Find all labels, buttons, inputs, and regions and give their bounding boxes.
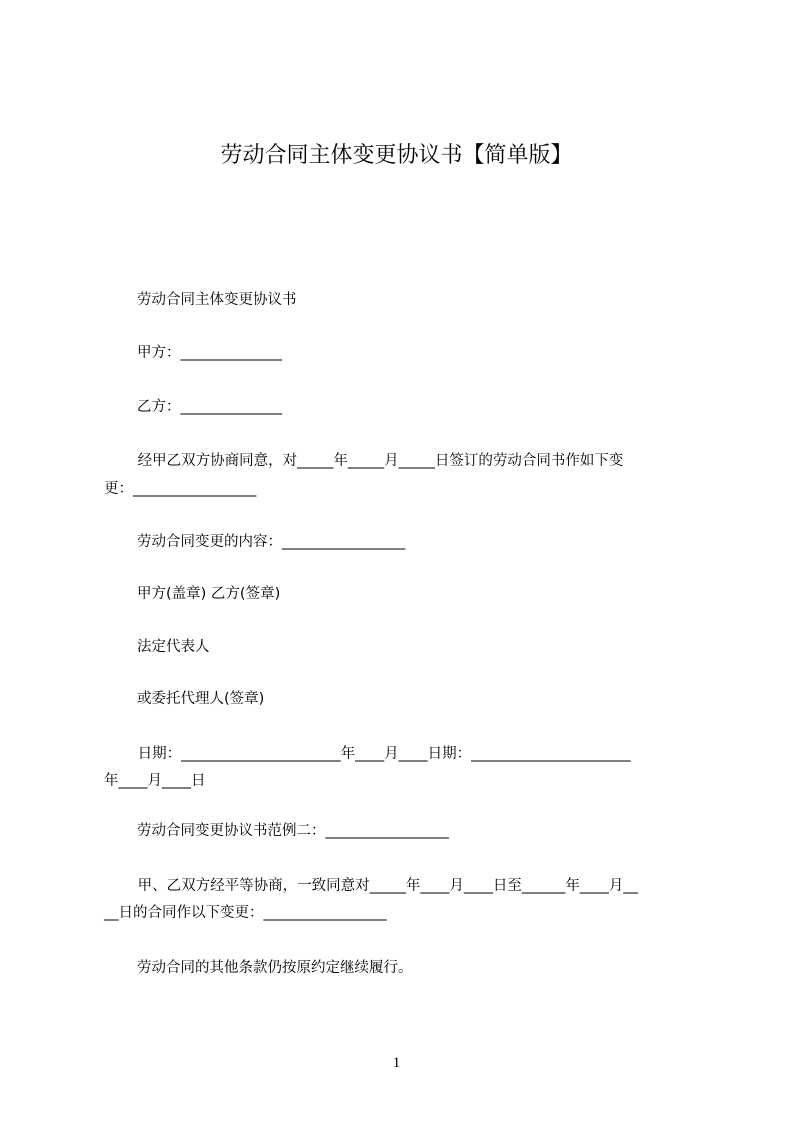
page-number: 1 xyxy=(392,1055,401,1071)
example-two-line: 劳动合同变更协议书范例二：_________________ xyxy=(137,823,449,839)
change-content-line: 劳动合同变更的内容：_________________ xyxy=(137,534,406,550)
party-b-line: 乙方：______________ xyxy=(137,399,282,415)
agent-line: 或委托代理人(签章) xyxy=(137,691,265,707)
date-line2: 年____月____日 xyxy=(104,773,206,789)
seal-line: 甲方(盖章) 乙方(签章) xyxy=(137,586,281,602)
date-line1: 日期：______________________年____月____日期：______________________ xyxy=(133,746,631,762)
party-a-line: 甲方：______________ xyxy=(137,345,282,361)
document-title: 劳动合同主体变更协议书【简单版】 xyxy=(220,143,573,168)
example-paragraph-line1: 甲、乙双方经平等协商，一致同意对_____年____月____日至______年____月__ xyxy=(133,878,638,894)
subtitle: 劳动合同主体变更协议书 xyxy=(137,292,297,308)
other-terms-line: 劳动合同的其他条款仍按原约定继续履行。 xyxy=(137,960,413,976)
agreement-paragraph-line1: 经甲乙双方协商同意，对_____年_____月_____日签订的劳动合同书作如下变 xyxy=(133,453,624,469)
agreement-paragraph-line2: 更：_________________ xyxy=(104,481,257,497)
legal-rep-line: 法定代表人 xyxy=(137,639,210,655)
example-paragraph-line2: __日的合同作以下变更：_________________ xyxy=(104,905,387,921)
